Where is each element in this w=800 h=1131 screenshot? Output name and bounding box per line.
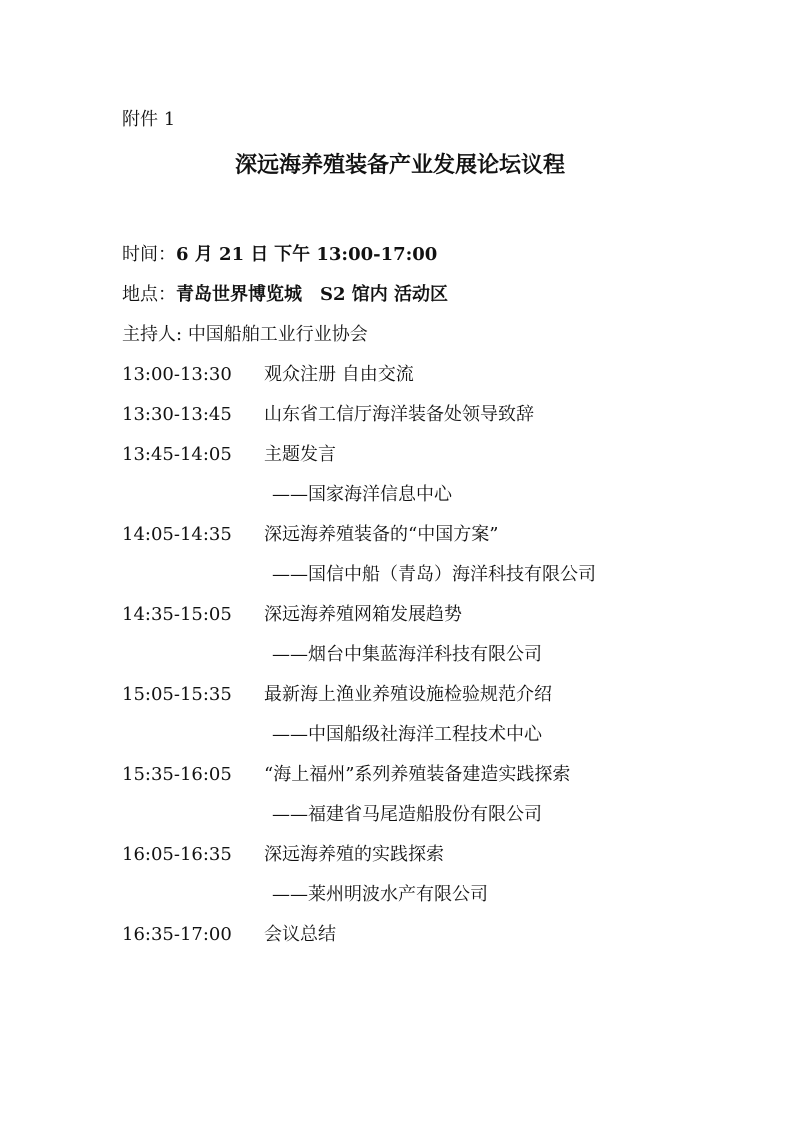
agenda-topic: 深远海养殖装备的“中国方案” (264, 524, 499, 545)
agenda-item (122, 362, 722, 402)
event-place-line (122, 282, 448, 308)
time-day: 6 月 21 日 (176, 244, 269, 265)
agenda-item (122, 682, 722, 722)
agenda-list (122, 362, 722, 962)
agenda-topic: 观众注册 自由交流 (264, 364, 414, 385)
agenda-topic: 山东省工信厅海洋装备处领导致辞 (264, 404, 534, 425)
agenda-speaker: ——莱州明波水产有限公司 (272, 884, 488, 905)
agenda-speaker: ——中国船级社海洋工程技术中心 (272, 724, 542, 745)
agenda-topic: 深远海养殖的实践探索 (264, 844, 444, 865)
agenda-speaker: ——国信中船（青岛）海洋科技有限公司 (272, 564, 596, 585)
agenda-time: 13:30-13:45 (122, 404, 232, 425)
agenda-item (122, 442, 722, 482)
agenda-topic: 主题发言 (264, 444, 336, 465)
agenda-time: 13:00-13:30 (122, 364, 232, 385)
attachment-label: 附件 1 (122, 109, 176, 130)
agenda-item (122, 842, 722, 882)
agenda-topic: “海上福州”系列养殖装备建造实践探索 (264, 764, 571, 785)
time-range: 下午 13:00-17:00 (274, 244, 438, 265)
agenda-topic: 深远海养殖网箱发展趋势 (264, 604, 462, 625)
place-value: 青岛世界博览城 S2 馆内 活动区 (176, 284, 449, 305)
agenda-item (122, 402, 722, 442)
agenda-time: 15:05-15:35 (122, 684, 232, 705)
agenda-speaker: ——国家海洋信息中心 (272, 484, 452, 505)
time-label: 时间： (122, 244, 176, 265)
agenda-speaker-row (122, 642, 722, 682)
agenda-time: 16:35-17:00 (122, 924, 232, 945)
agenda-topic: 会议总结 (264, 924, 336, 945)
agenda-item (122, 762, 722, 802)
agenda-speaker: ——烟台中集蓝海洋科技有限公司 (272, 644, 542, 665)
agenda-topic: 最新海上渔业养殖设施检验规范介绍 (264, 684, 552, 705)
agenda-item (122, 602, 722, 642)
agenda-time: 16:05-16:35 (122, 844, 232, 865)
agenda-time: 14:05-14:35 (122, 524, 232, 545)
agenda-speaker: ——福建省马尾造船股份有限公司 (272, 804, 542, 825)
agenda-speaker-row (122, 722, 722, 762)
event-host-line (122, 322, 368, 348)
agenda-speaker-row (122, 562, 722, 602)
place-label: 地点： (122, 284, 176, 305)
agenda-time: 13:45-14:05 (122, 444, 232, 465)
agenda-speaker-row (122, 882, 722, 922)
agenda-time: 14:35-15:05 (122, 604, 232, 625)
agenda-speaker-row (122, 802, 722, 842)
host-label: 主持人: (122, 324, 183, 345)
agenda-speaker-row (122, 482, 722, 522)
agenda-item (122, 522, 722, 562)
event-time-line (122, 242, 437, 268)
agenda-time: 15:35-16:05 (122, 764, 232, 785)
document-title: 深远海养殖装备产业发展论坛议程 (234, 152, 565, 178)
agenda-item (122, 922, 722, 962)
host-value: 中国船舶工业行业协会 (187, 324, 368, 345)
